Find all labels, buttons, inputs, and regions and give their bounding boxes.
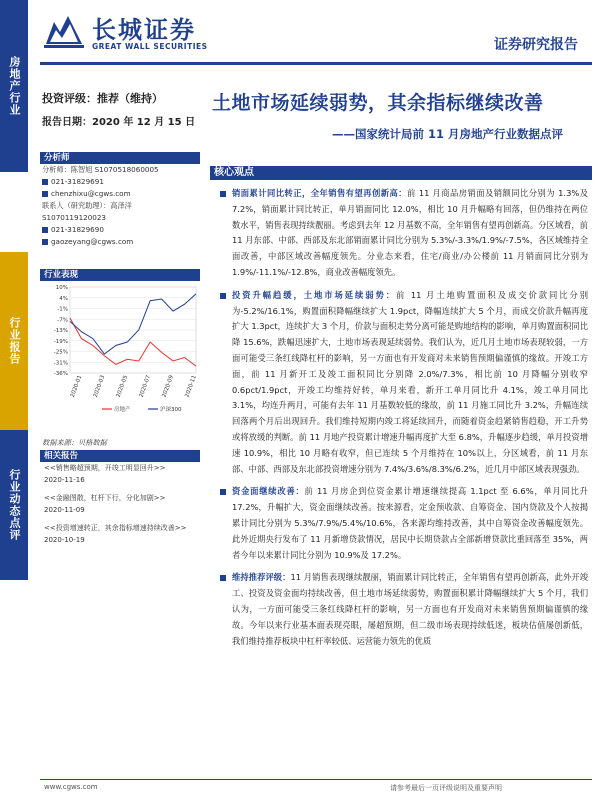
y-tick-label: -7% — [57, 317, 68, 324]
contact-id: S1070119120023 — [42, 213, 107, 222]
bullet-icon — [220, 575, 226, 581]
core-body — [220, 186, 588, 656]
y-tick-label: -13% — [53, 328, 68, 334]
sidebar-industry: 房地产行业 — [0, 0, 28, 172]
great-wall-logo-icon — [42, 12, 86, 52]
page-title: 土地市场延续弱势，其余指标继续改善 — [212, 92, 544, 114]
report-type: 证券研究报告 — [494, 37, 578, 53]
y-tick-label: -31% — [53, 360, 68, 367]
series-line-property — [70, 318, 196, 366]
analyst-tel: 021-31829691 — [42, 176, 202, 188]
sidebar-blank — [0, 172, 28, 252]
report-date: 报告日期：2020 年 12 月 15 日 — [42, 117, 196, 128]
brand-name: 长城证券 — [92, 16, 196, 44]
sidebar-review: 行业动态点评 — [0, 430, 28, 580]
email-icon — [42, 239, 48, 245]
point-rating: 维持推荐评级：11 月销售表现继续靓丽，销面累计同比转正，全年销售有望再创新高，此外开竣工、投资及资金面均持续改善，但土地市场延续弱势，购置面积累计降幅继续扩大 5 个月，我们认为，一方面可能受三条红线降杠杆的影响，另一方面也有开发商对未来销售预期偏谨慎的缘故。今年以来行业基本面表现亮眼，屡超预期，但二级市场表现持续低迷，板块估值屡创新低，我们维持推荐板块中杠杆率较低、运营能力领先的优质 — [220, 570, 588, 649]
related-item[interactable]: <<投资增速转正，其余指标增速持续改善>> 2020-10-19 — [44, 524, 187, 544]
related-list — [44, 462, 200, 552]
y-tick-label: -1% — [57, 306, 68, 313]
related-item[interactable]: <<金融图散，杠杆下行，分化加剧>> 2020-11-09 — [44, 494, 166, 514]
page-subtitle: ——国家统计局前 11 月房地产行业数据点评 — [332, 127, 564, 141]
point-investment: 投资升幅趋缓，土地市场延续弱势：前 11 月土地购置面积及成交价款同比分别为-5.2%/16.1%，购置面积降幅继续扩大 1.9pct，降幅连续扩大 5 个月，而成交价款升幅再度扩大 1.3pct，连续扩大 3 个月，价款与面积走势分离可能是购地结构的影响，单月购置面积同比降 15.6%，跌幅迅速扩大，土地市场表现延续弱势。我们认为，近几月土地市场表现较弱，一方面可能受三条红线降杠杆的影响，另一方面也有开发商对未来销售预期偏谨慎的缘故。开竣工方面，前 11 月新开工及竣工面积同比分别降 2.0%/7.3%，相比前 10 月降幅分别收窄 0.6pct/1.9pct，开竣工均维持好转，单月来看，新开工单月同比升 4.1%，竣工单月同比 3.1%，均连升两月，可能有去年 11 月基数较低的缘故，前 11 月施工同比升 3.2%，升幅连续回落两个月后出现回升。我们维持短期内竣工将延续回升，而随着资金趋紧销售趋稳，开工升势或将放缓的判断。前 11 月地产投资累计增速升幅再度扩大至 6.8%，升幅逐步趋缓，单月投资增速 10.9%，相比 10 月略有收窄，但已连续 5 个月维持在 10%以上，分区域看，前 11 月东部、中部、西部及东北部投资增速分别为 7.4%/3.6%/8.3%/6.2%，近几月中部区域表现强劲。 — [220, 288, 588, 478]
related-heading: 相关报告 — [40, 450, 200, 462]
rating: 投资评级：推荐（维持） — [42, 92, 163, 105]
contact-name: 联系人（研究助理）：高泽洋 — [42, 201, 132, 210]
analyst-block — [42, 164, 202, 248]
bullet-icon — [220, 489, 226, 495]
analyst-email[interactable]: chenzhixu@cgws.com — [42, 188, 202, 200]
y-tick-label: -19% — [53, 338, 68, 345]
sidebar-blank-bottom — [0, 580, 28, 800]
core-heading: 核心观点 — [210, 166, 592, 180]
x-tick-label: 2020-07 — [138, 374, 153, 399]
analyst-name: 分析师：陈智旭 S1070518060005 — [42, 165, 159, 174]
bullet-icon — [220, 191, 226, 197]
chart-heading: 行业表现 — [40, 269, 200, 281]
contact-tel: 021-31829690 — [42, 224, 202, 236]
related-item[interactable]: <<销售略超预期，开竣工明显回升>> 2020-11-16 — [44, 464, 166, 484]
header-rule — [40, 62, 592, 65]
footer-rule — [40, 779, 592, 780]
point-funding: 资金面继续改善：前 11 月房企到位资金累计增速继续提高 1.1pct 至 6.6%，单月同比升 17.2%，升幅扩大，资金面继续改善。按来源看，定金预收款、自筹资金、国内贷款及个人按揭累计同比分别为 5.3%/7.9%/5.4%/10.6%，各来源均维持改善，其中自筹资金改善幅度领先。此外近期央行发布了 11 月新增贷款情况，居民中长期贷款占全部新增贷款比重回落至 35%，两者今年以来累计同比分别为 10.9%及 17.2%。 — [220, 484, 588, 563]
sidebar-report-type: 行业报告 — [0, 252, 28, 430]
brand-sub: GREAT WALL SECURITIES — [92, 42, 208, 51]
x-tick-label: 2020-09 — [161, 374, 175, 399]
contact-email[interactable]: gaozeyang@cgws.com — [42, 236, 202, 248]
series-line-csi300 — [70, 294, 196, 354]
legend-label: 房地产 — [114, 407, 131, 413]
x-tick-label: 2020-05 — [115, 374, 130, 399]
phone-icon — [42, 179, 48, 185]
legend-label: 沪深300 — [160, 407, 182, 413]
footer-url[interactable]: www.cgws.com — [44, 783, 98, 791]
y-tick-label: -25% — [53, 349, 68, 356]
footer-note: 请参考最后一页评级说明及重要声明 — [390, 784, 502, 792]
y-tick-label: -36% — [53, 371, 68, 377]
x-tick-label: 2020-03 — [92, 374, 107, 399]
sidebar — [0, 0, 28, 800]
phone-icon — [42, 227, 48, 233]
y-tick-label: 10% — [55, 285, 68, 291]
x-tick-label: 2020-01 — [69, 374, 84, 399]
industry-performance-chart — [40, 281, 200, 416]
data-source: 数据来源：贝格数据 — [42, 438, 107, 447]
email-icon — [42, 191, 48, 197]
y-tick-label: 4% — [59, 295, 68, 302]
point-sales: 销面累计同比转正，全年销售有望再创新高：前 11 月商品房销面及销额同比分别为 1.3%及 7.2%，销面累计同比转正，单月销面同比 12.0%，相比 10 月升幅略有回落，但仍维持在两位数水平，销售表现持续靓丽。考虑到去年 12 月基数不高，全年销售有望再创新高。分区域看，前 11 月东部、中部、西部及东北部销面累计同比分别为 5.3%/-3.3%/1.9%/-7.5%，各区域维持全面改善，中部区域改善幅度领先。分业态来看，住宅/商业/办公楼前 11 月销面同比分别为 1.9%/-11.1%/-12.8%，商业改善幅度领先。 — [220, 186, 588, 281]
analyst-heading: 分析师 — [40, 152, 200, 164]
bullet-icon — [220, 293, 226, 299]
x-tick-label: 2020-11 — [184, 374, 198, 399]
